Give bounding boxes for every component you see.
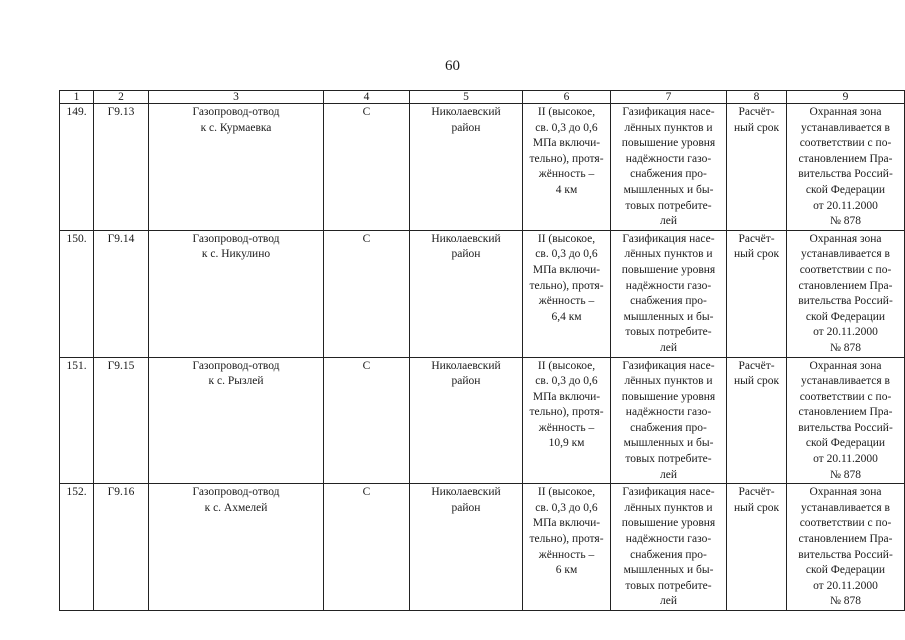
cell-line: ный срок [733,121,780,134]
cell-line: Расчёт- [738,232,775,245]
cell-line: надёжности газо- [625,533,712,546]
cell-line: Газопровод-отвод [192,486,280,499]
cell-line: район [451,121,481,134]
column-header: 4 [324,91,410,104]
cell-line: соответствии с по- [799,263,892,276]
term-cell [727,230,787,357]
column-header: 1 [60,91,94,104]
location-cell [410,484,523,611]
cell-line: мышленных и бы- [623,437,714,450]
cell-line: 6 км [555,564,578,577]
cell-line: св. 0,3 до 0,6 [535,375,598,388]
cell-line: II (высокое, [537,486,596,499]
cell-line: II (высокое, [537,359,596,372]
cell-line: Охранная зона [809,106,882,118]
characteristics-cell [523,357,611,484]
cell-line: устанавливается в [801,375,890,388]
column-header: 7 [611,91,727,104]
cell-line: вительства Россий- [798,421,893,434]
cell-line: ской Федерации [805,564,886,577]
location-cell [410,230,523,357]
cell-line: жённость – [538,295,595,308]
cell-line: Николаевский [431,232,501,245]
cell-line: тельно), протя- [529,406,604,419]
cell-line: становлением Пра- [798,406,893,419]
cell-line: Газификация насе- [622,232,715,245]
cell-line: МПа включи- [532,517,601,530]
cell-line: вительства Россий- [798,548,893,561]
cell-line: Расчёт- [738,486,775,499]
cell-line: 6,4 км [551,310,582,323]
table-row [60,230,905,357]
purpose-cell [611,104,727,231]
cell-line: № 878 [829,215,862,228]
object-name-cell [149,230,324,357]
cell-line: Расчёт- [738,359,775,372]
cell-line: св. 0,3 до 0,6 [535,248,598,261]
characteristics-cell [523,484,611,611]
page-number: 60 [445,58,460,74]
cell-line: МПа включи- [532,137,601,150]
cell-line: к с. Никулино [201,248,271,261]
cell-line: товых потребите- [625,199,712,212]
cell-line: товых потребите- [625,326,712,339]
table-row [60,357,905,484]
table-row [60,484,905,611]
cell-line: лей [660,341,677,354]
protection-zone-cell [787,104,905,231]
status-cell: С [324,104,410,231]
cell-line: ской Федерации [805,437,886,450]
code-cell: Г9.15 [94,357,149,484]
cell-line: повышение уровня [621,390,716,403]
cell-line: Газопровод-отвод [192,359,280,372]
row-number-cell: 150. [60,230,94,357]
cell-line: 10,9 км [548,437,585,450]
cell-line: ской Федерации [805,310,886,323]
cell-line: ный срок [733,248,780,261]
object-name-cell [149,104,324,231]
cell-line: устанавливается в [801,501,890,514]
cell-line: товых потребите- [625,453,712,466]
cell-line: мышленных и бы- [623,183,714,196]
table-row [60,104,905,231]
term-cell [727,104,787,231]
cell-line: соответствии с по- [799,517,892,530]
cell-line: жённость – [538,548,595,561]
cell-line: повышение уровня [621,137,716,150]
cell-line: к с. Рызлей [208,375,264,388]
cell-line: вительства Россий- [798,295,893,308]
cell-line: II (высокое, [537,232,596,245]
cell-line: товых потребите- [625,579,712,592]
purpose-cell [611,230,727,357]
protection-zone-cell [787,230,905,357]
cell-line: становлением Пра- [798,152,893,165]
cell-line: 4 км [555,183,578,196]
column-header: 3 [149,91,324,104]
location-cell [410,104,523,231]
row-number-cell: 152. [60,484,94,611]
cell-line: надёжности газо- [625,406,712,419]
cell-line: Охранная зона [809,232,882,245]
cell-line: лённых пунктов и [624,501,713,514]
column-header: 9 [787,91,905,104]
cell-line: надёжности газо- [625,152,712,165]
cell-line: становлением Пра- [798,533,893,546]
cell-line: II (высокое, [537,106,596,118]
cell-line: Николаевский [431,359,501,372]
object-name-cell [149,484,324,611]
cell-line: № 878 [829,468,862,481]
cell-line: повышение уровня [621,517,716,530]
cell-line: тельно), протя- [529,533,604,546]
status-cell: С [324,357,410,484]
cell-line: снабжения про- [630,168,707,181]
cell-line: от 20.11.2000 [813,326,878,339]
term-cell [727,357,787,484]
object-name-cell [149,357,324,484]
cell-line: лей [660,468,677,481]
cell-line: снабжения про- [630,295,707,308]
cell-line: район [451,375,481,388]
cell-line: МПа включи- [532,263,601,276]
term-cell [727,484,787,611]
column-header: 6 [523,91,611,104]
cell-line: Газификация насе- [622,486,715,499]
cell-line: становлением Пра- [798,279,893,292]
cell-line: от 20.11.2000 [813,453,878,466]
pipeline-table [59,90,905,611]
characteristics-cell [523,104,611,231]
cell-line: № 878 [829,595,862,608]
cell-line: жённость – [538,421,595,434]
cell-line: устанавливается в [801,248,890,261]
cell-line: лённых пунктов и [624,375,713,388]
cell-line: снабжения про- [630,421,707,434]
row-number-cell: 151. [60,357,94,484]
code-cell: Г9.14 [94,230,149,357]
characteristics-cell [523,230,611,357]
cell-line: Охранная зона [809,486,882,499]
cell-line: ской Федерации [805,183,886,196]
cell-line: к с. Курмаевка [200,121,272,134]
cell-line: лённых пунктов и [624,248,713,261]
cell-line: Газификация насе- [622,359,715,372]
purpose-cell [611,357,727,484]
cell-line: от 20.11.2000 [813,579,878,592]
cell-line: лённых пунктов и [624,121,713,134]
cell-line: ный срок [733,501,780,514]
cell-line: МПа включи- [532,390,601,403]
cell-line: мышленных и бы- [623,310,714,323]
code-cell: Г9.13 [94,104,149,231]
row-number-cell: 149. [60,104,94,231]
protection-zone-cell [787,357,905,484]
cell-line: от 20.11.2000 [813,199,878,212]
cell-line: Газопровод-отвод [192,232,280,245]
location-cell [410,357,523,484]
cell-line: лей [660,215,677,228]
cell-line: район [451,501,481,514]
cell-line: повышение уровня [621,263,716,276]
cell-line: ный срок [733,375,780,388]
cell-line: св. 0,3 до 0,6 [535,501,598,514]
cell-line: жённость – [538,168,595,181]
cell-line: Газопровод-отвод [192,106,280,118]
cell-line: св. 0,3 до 0,6 [535,121,598,134]
protection-zone-cell [787,484,905,611]
cell-line: соответствии с по- [799,137,892,150]
cell-line: тельно), протя- [529,152,604,165]
cell-line: мышленных и бы- [623,564,714,577]
cell-line: район [451,248,481,261]
status-cell: С [324,230,410,357]
cell-line: устанавливается в [801,121,890,134]
cell-line: вительства Россий- [798,168,893,181]
cell-line: № 878 [829,341,862,354]
cell-line: надёжности газо- [625,279,712,292]
purpose-cell [611,484,727,611]
cell-line: Николаевский [431,486,501,499]
code-cell: Г9.16 [94,484,149,611]
cell-line: тельно), протя- [529,279,604,292]
status-cell: С [324,484,410,611]
header-row [60,91,905,104]
cell-line: снабжения про- [630,548,707,561]
cell-line: Николаевский [431,106,501,118]
cell-line: Охранная зона [809,359,882,372]
cell-line: соответствии с по- [799,390,892,403]
column-header: 8 [727,91,787,104]
cell-line: лей [660,595,677,608]
cell-line: Газификация насе- [622,106,715,118]
cell-line: к с. Ахмелей [204,501,268,514]
cell-line: Расчёт- [738,106,775,118]
column-header: 5 [410,91,523,104]
column-header: 2 [94,91,149,104]
